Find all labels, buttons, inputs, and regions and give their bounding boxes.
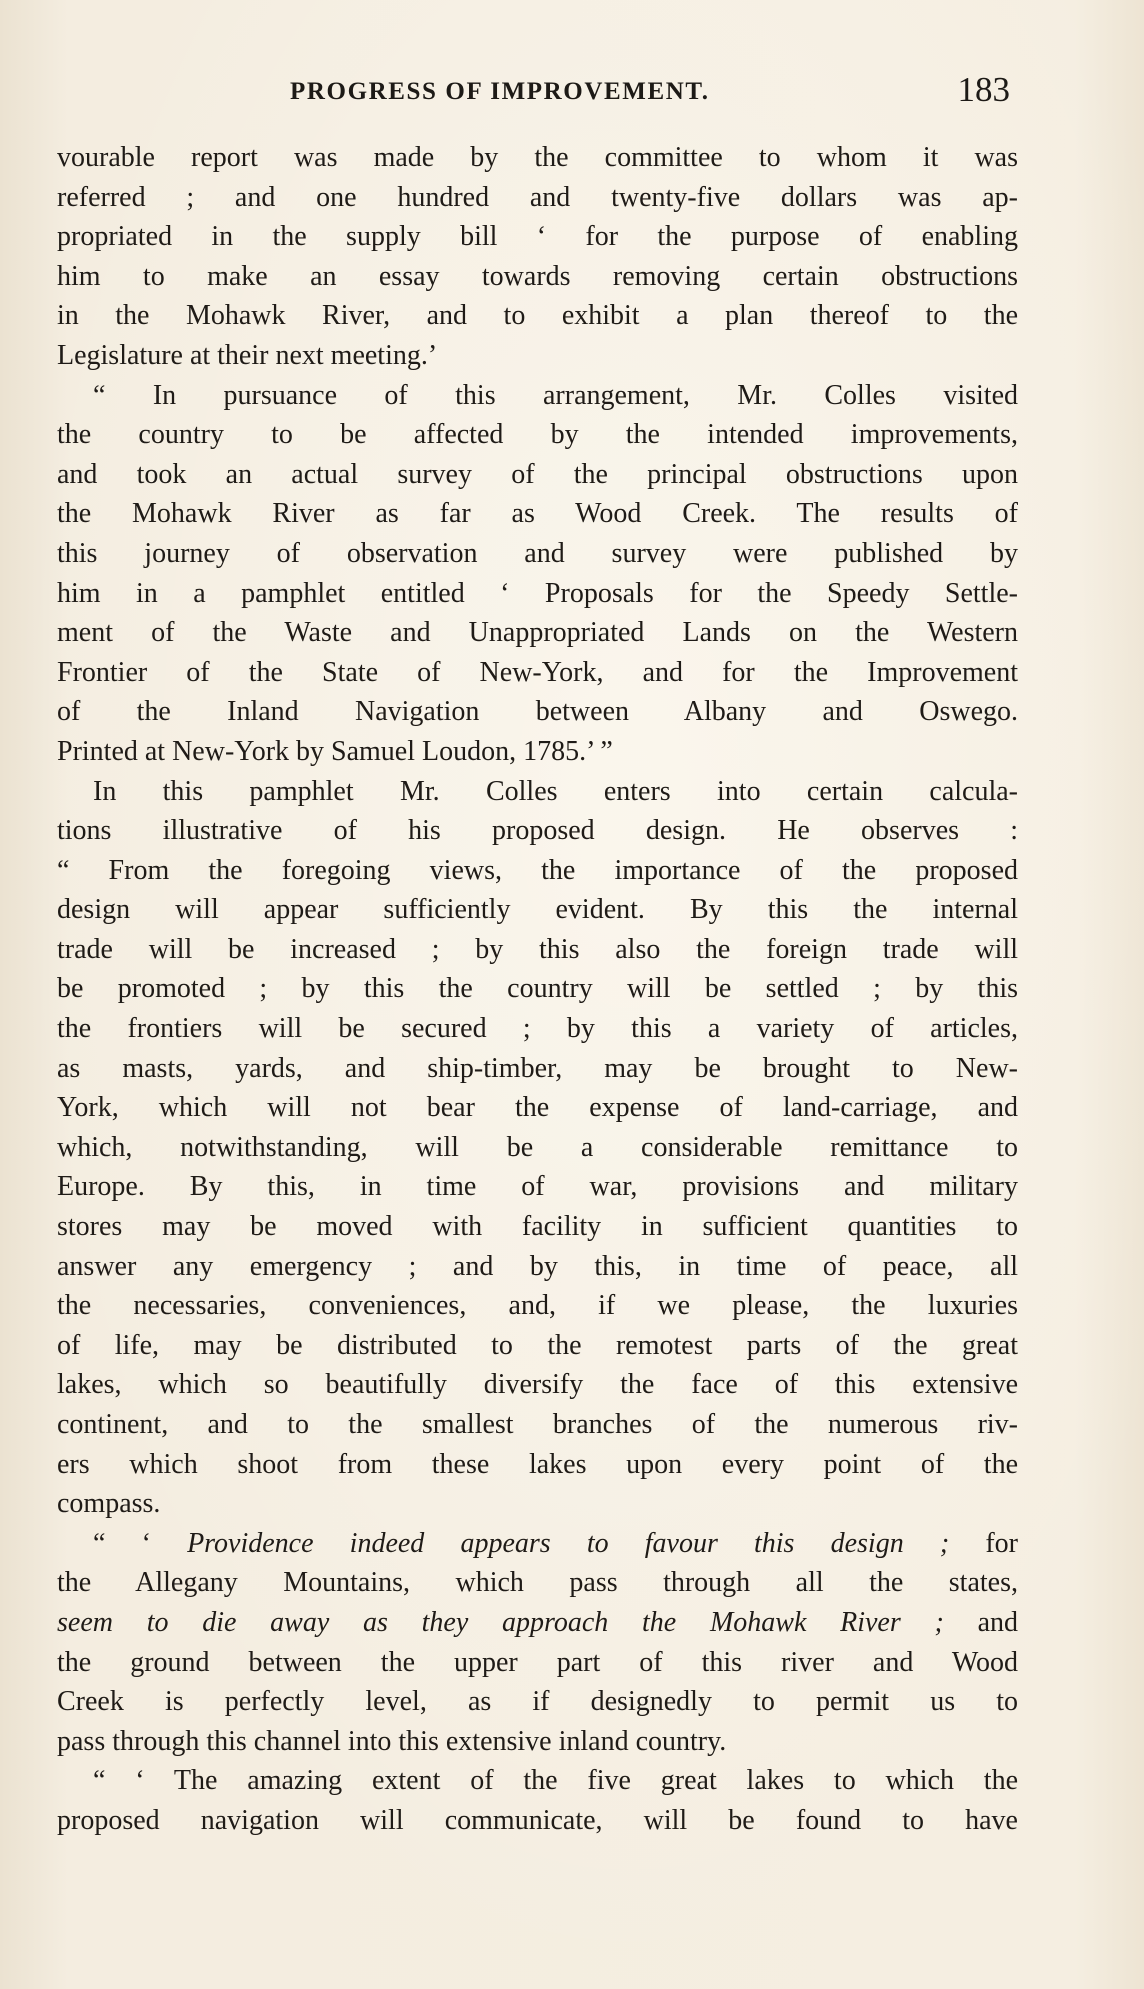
text-line: stores may be moved with facility in sufficient quantities to [57,1211,1018,1243]
text-line: the ground between the upper part of this river and Wood [57,1646,1018,1678]
text-line: answer any emergency ; and by this, in time of peace, all [57,1250,1018,1282]
text-line: the frontiers will be secured ; by this a variety of articles, [57,1013,1018,1045]
text-line: him to make an essay towards removing certain obstructions [57,260,1018,292]
text-segment: “ ‘ [93,1527,188,1559]
text-segment: and [943,1606,1018,1638]
text-line: of life, may be distributed to the remotest parts of the great [57,1329,1018,1361]
text-line: ers which shoot from these lakes upon every point of the [57,1448,1018,1480]
text-line: this journey of observation and survey were published by [57,537,1018,569]
text-line [57,1603,1018,1643]
running-head [60,70,1010,118]
text-line: proposed navigation will communicate, will be found to have [57,1804,1018,1836]
text-line: In this pamphlet Mr. Colles enters into certain calcula- [93,775,1018,807]
text-line: “ From the foregoing views, the importance of the proposed [57,854,1018,886]
body-text [57,138,1018,1841]
running-title: PROGRESS OF IMPROVEMENT. [290,78,710,105]
text-line: Creek is perfectly level, as if designedly to permit us to [57,1686,1018,1718]
text-line: the Allegany Mountains, which pass through all the states, [57,1567,1018,1599]
page-number: 183 [957,70,1010,109]
text-line: the necessaries, conveniences, and, if we please, the luxuries [57,1290,1018,1322]
text-line: as masts, yards, and ship-timber, may be brought to New- [57,1052,1018,1084]
text-line: pass through this channel into this extensive inland country. [57,1725,727,1757]
italic-text: seem to die away as they approach the Mohawk River ; [57,1606,944,1638]
text-line: Legislature at their next meeting.’ [57,339,438,371]
text-line: the country to be affected by the intended improvements, [57,419,1018,451]
text-line: “ In pursuance of this arrangement, Mr. Colles visited [93,379,1018,411]
text-line: Europe. By this, in time of war, provisions and military [57,1171,1018,1203]
text-line: be promoted ; by this the country will be settled ; by this [57,973,1018,1005]
text-segment: for [949,1527,1018,1559]
text-line: Printed at New-York by Samuel Loudon, 1785.’ ” [57,735,613,767]
text-line: tions illustrative of his proposed design. He observes : [57,815,1018,847]
text-line: him in a pamphlet entitled ‘ Proposals for the Speedy Settle- [57,577,1018,609]
text-line: design will appear sufficiently evident. By this the internal [57,894,1018,926]
text-line: trade will be increased ; by this also the foreign trade will [57,933,1018,965]
text-line: “ ‘ The amazing extent of the five great lakes to which the [93,1765,1018,1797]
italic-text: Providence indeed appears to favour this design ; [187,1527,950,1559]
text-line: and took an actual survey of the principal obstructions upon [57,458,1018,490]
text-line: in the Mohawk River, and to exhibit a plan thereof to the [57,300,1018,332]
text-line: Frontier of the State of New-York, and for the Improvement [57,656,1018,688]
text-line: ment of the Waste and Unappropriated Lands on the Western [57,617,1018,649]
text-line: York, which will not bear the expense of land-carriage, and [57,1092,1018,1124]
text-line: continent, and to the smallest branches of the numerous riv- [57,1409,1018,1440]
text-line: vourable report was made by the committee to whom it was [57,142,1018,173]
text-line: lakes, which so beautifully diversify the face of this extensive [57,1369,1018,1401]
text-line: compass. [57,1488,161,1520]
text-line: propriated in the supply bill ‘ for the purpose of enabling [57,221,1018,253]
text-line: the Mohawk River as far as Wood Creek. The results of [57,498,1018,530]
text-line: of the Inland Navigation between Albany and Oswego. [57,696,1018,728]
text-line: referred ; and one hundred and twenty-five dollars was ap- [57,181,1018,213]
text-line: which, notwithstanding, will be a considerable remittance to [57,1131,1018,1163]
text-line [57,1524,1018,1564]
